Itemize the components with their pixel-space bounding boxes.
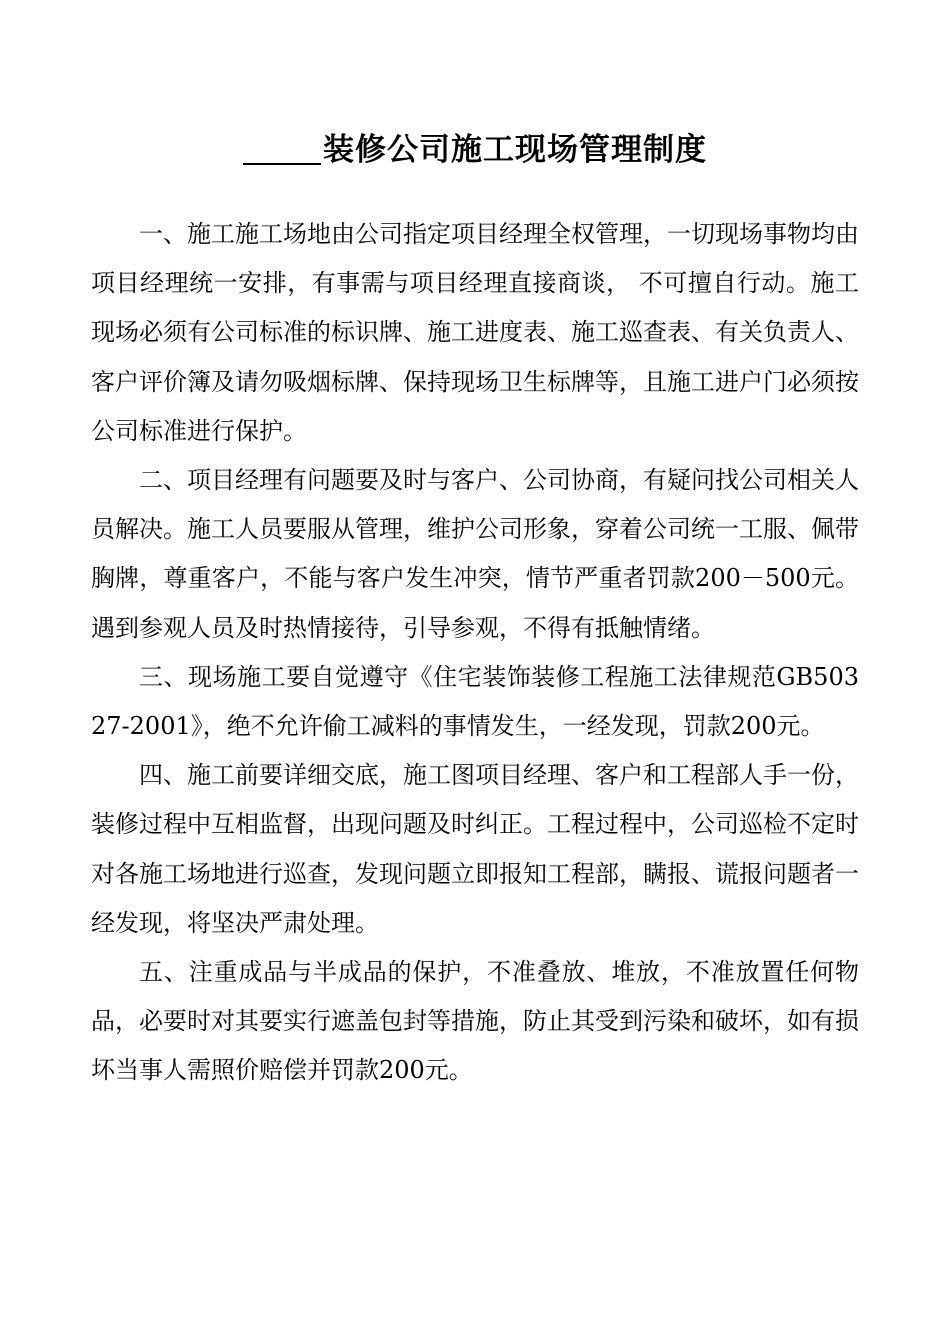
paragraph-4: 四、施工前要详细交底，施工图项目经理、客户和工程部人手一份，装修过程中互相监督，出现问题及时纠正。工程过程中，公司巡检不定时对各施工场地进行巡查，发现问题立即报知工程部，瞒报、谎报问题者一经发现，将坚决严肃处理。 — [91, 761, 859, 937]
title-text: 装修公司施工现场管理制度 — [323, 132, 707, 168]
paragraph-3: 三、现场施工要自觉遵守《住宅装饰装修工程施工法律规范GB50327-2001》，绝不允许偷工减料的事情发生，一经发现，罚款200元。 — [91, 662, 859, 741]
document-body — [91, 210, 859, 1096]
paragraph-2: 二、项目经理有问题要及时与客户、公司协商，有疑问找公司相关人员解决。施工人员要服从管理，维护公司形象，穿着公司统一工服、佩带胸牌，尊重客户，不能与客户发生冲突，情节严重者罚款200－500元。遇到参观人员及时热情接待，引导参观，不得有抵触情绪。 — [91, 466, 859, 642]
paragraph-5: 五、注重成品与半成品的保护，不准叠放、堆放，不准放置任何物品，必要时对其要实行遮盖包封等措施，防止其受到污染和破坏，如有损坏当事人需照价赔偿并罚款200元。 — [91, 958, 859, 1085]
document-title — [0, 122, 950, 178]
title-blank-underline — [243, 129, 321, 165]
paragraph-1: 一、施工施工场地由公司指定项目经理全权管理，一切现场事物均由项目经理统一安排，有事需与项目经理直接商谈， 不可擅自行动。施工现场必须有公司标准的标识牌、施工进度表、施工巡查表、有关负责人、客户评价簿及请勿吸烟标牌、保持现场卫生标牌等，且施工进户门必须按公司标准进行保护。 — [91, 220, 859, 445]
